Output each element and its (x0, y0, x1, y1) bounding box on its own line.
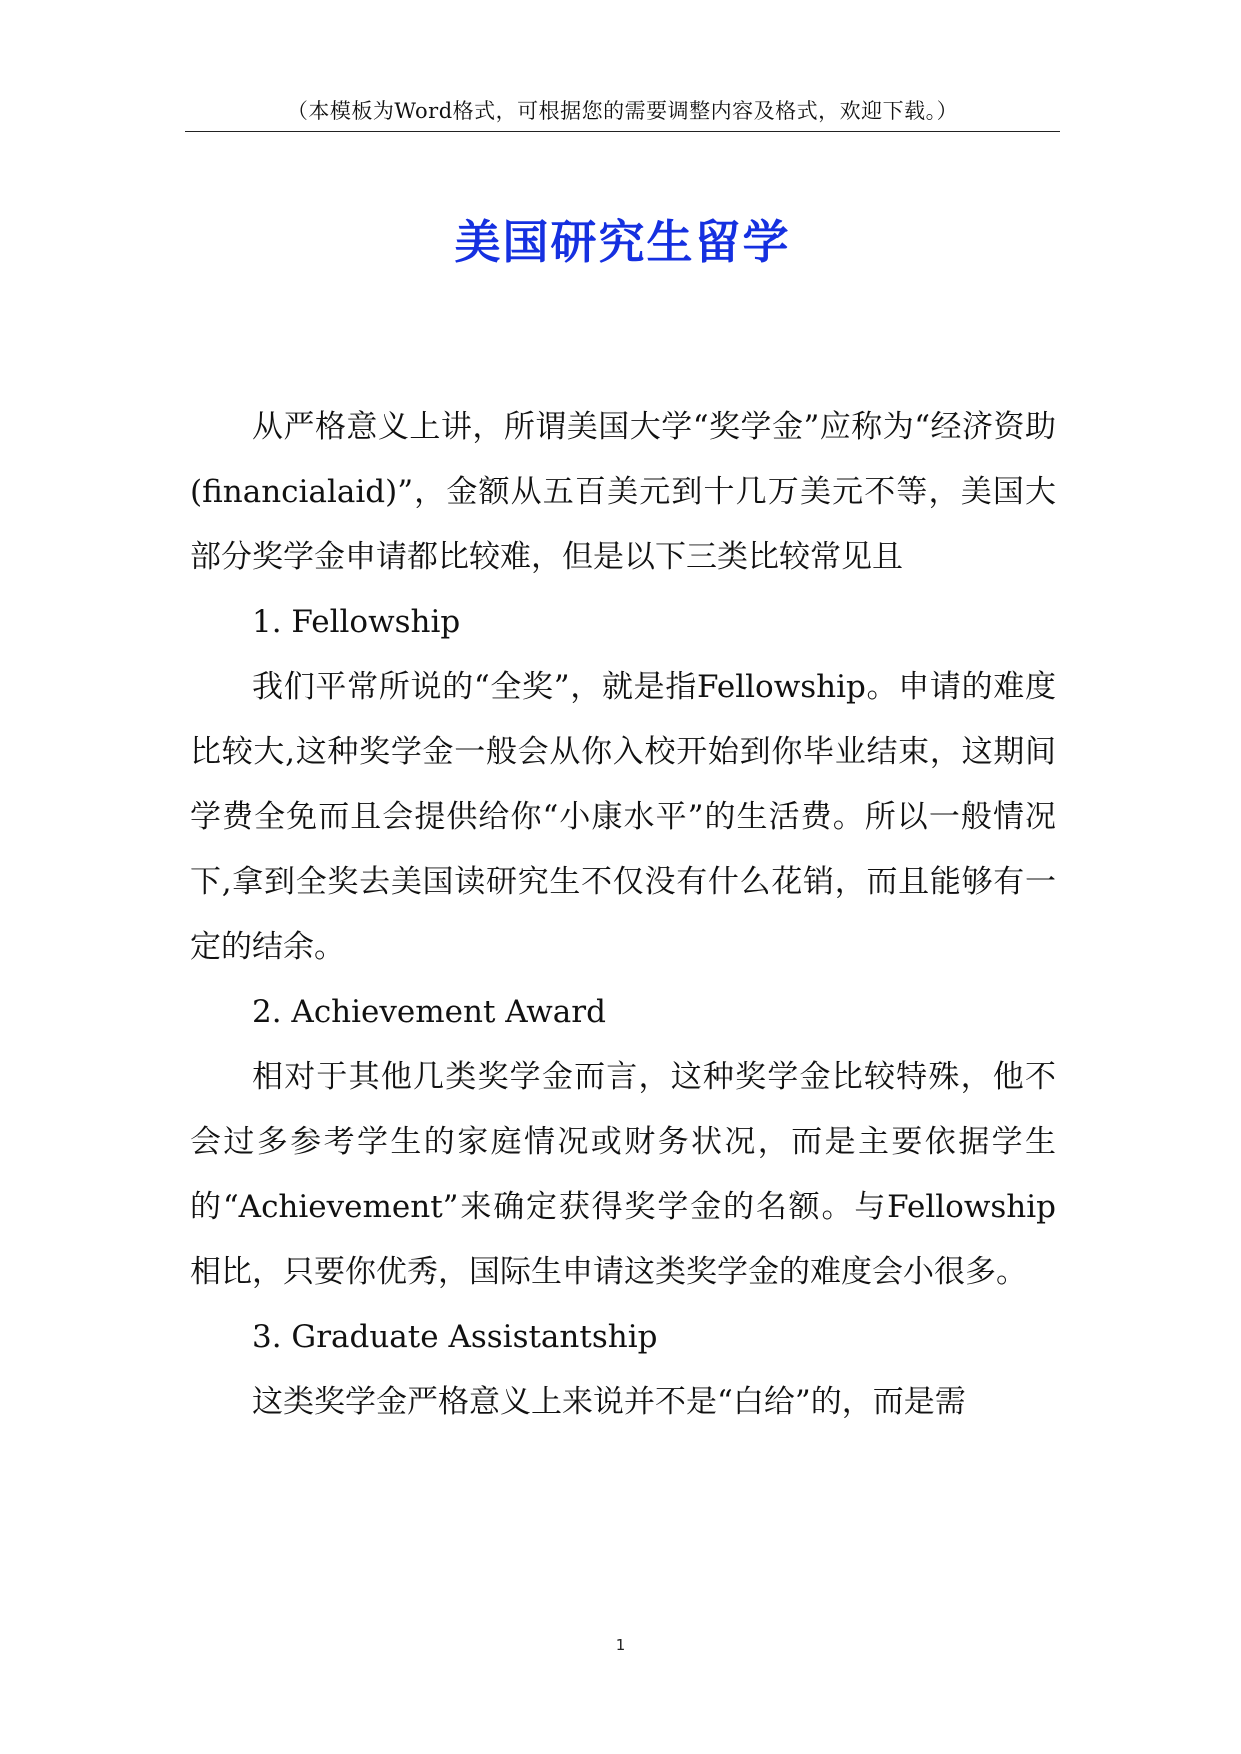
graduate-assistantship-paragraph: 这类奖学金严格意义上来说并不是“白给”的，而是需 (252, 1384, 966, 1420)
header-divider (185, 131, 1060, 132)
page-number: 1 (615, 1636, 626, 1654)
section-heading-graduate-assistantship: 3. Graduate Assistantship (252, 1319, 658, 1355)
header-note: （本模板为Word格式，可根据您的需要调整内容及格式，欢迎下载。） (286, 99, 959, 123)
section-heading-fellowship: 1. Fellowship (252, 604, 461, 640)
document-body (190, 395, 1056, 1435)
document-title: 美国研究生留学 (454, 215, 791, 269)
achievement-award-paragraph: 相对于其他几类奖学金而言，这种奖学金比较特殊，他不会过多参考学生的家庭情况或财务状况，而是主要依据学生的“Achievement”来确定获得奖学金的名额。与Fellowship相比，只要你优秀，国际生申请这类奖学金的难度会小很多。 (190, 1059, 1056, 1290)
intro-paragraph: 从严格意义上讲，所谓美国大学“奖学金”应称为“经济资助(financialaid)”，金额从五百美元到十几万美元不等，美国大部分奖学金申请都比较难，但是以下三类比较常见且 (190, 409, 1056, 575)
fellowship-paragraph: 我们平常所说的“全奖”，就是指Fellowship。申请的难度比较大,这种奖学金一般会从你入校开始到你毕业结束，这期间学费全免而且会提供给你“小康水平”的生活费。所以一般情况下,拿到全奖去美国读研究生不仅没有什么花销，而且能够有一定的结余。 (190, 669, 1056, 965)
section-heading-achievement-award: 2. Achievement Award (252, 994, 606, 1030)
